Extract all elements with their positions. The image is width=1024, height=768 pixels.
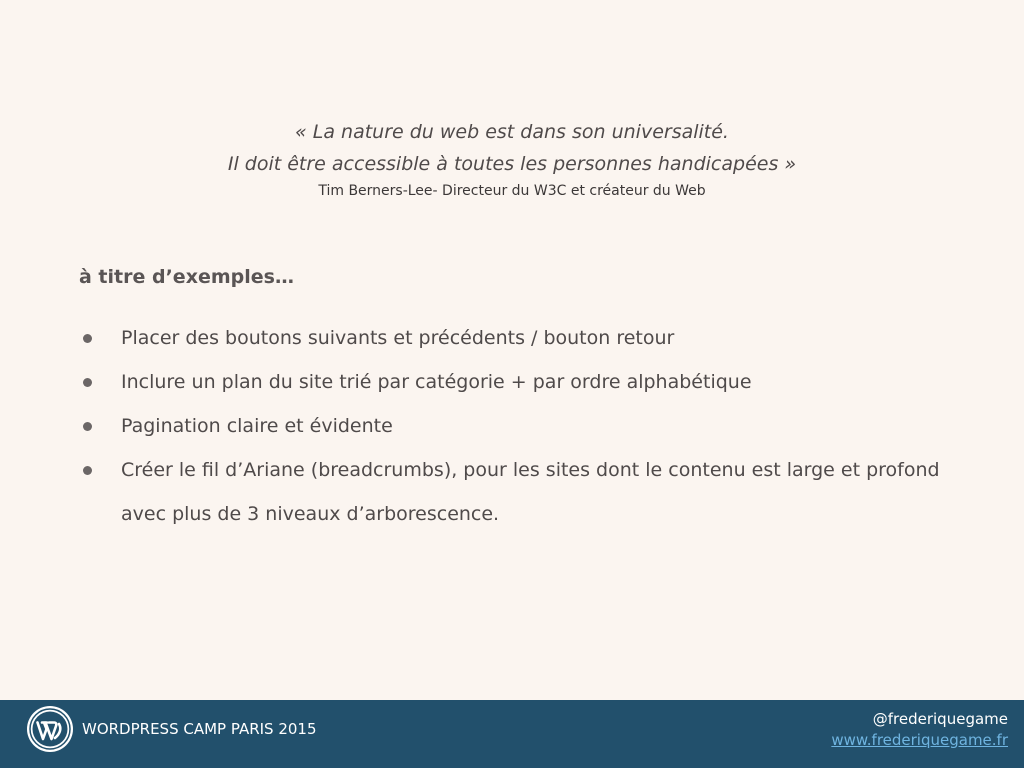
- list-item-text: Pagination claire et évidente: [121, 415, 393, 437]
- list-item: [83, 404, 983, 448]
- list-item: [83, 448, 983, 536]
- list-item-text: Créer le fil d’Ariane (breadcrumbs), pour les sites dont le contenu est large et profond avec plus de 3 niveaux d’arborescence.: [121, 459, 940, 525]
- bullet-list: [83, 316, 983, 536]
- quote-line-1: « La nature du web est dans son universalité.: [295, 121, 729, 143]
- wordpress-logo-icon: [26, 705, 74, 753]
- website-link[interactable]: www.frederiquegame.fr: [831, 731, 1008, 749]
- bullet-dot-icon: [83, 378, 92, 387]
- twitter-handle: @frederiquegame: [872, 710, 1008, 728]
- section-title: à titre d’exemples…: [79, 266, 294, 288]
- quote-block: [0, 116, 1024, 202]
- bullet-dot-icon: [83, 466, 92, 475]
- list-item: [83, 316, 983, 360]
- bullet-dot-icon: [83, 334, 92, 343]
- quote-line-2: Il doit être accessible à toutes les personnes handicapées »: [227, 153, 797, 175]
- list-item: [83, 360, 983, 404]
- event-name: WORDPRESS CAMP PARIS 2015: [82, 720, 317, 738]
- list-item-text: Placer des boutons suivants et précédents / bouton retour: [121, 327, 675, 349]
- quote-author: Tim Berners-Lee- Directeur du W3C et créateur du Web: [318, 183, 706, 199]
- footer-bar: [0, 700, 1024, 768]
- list-item-text: Inclure un plan du site trié par catégorie + par ordre alphabétique: [121, 371, 752, 393]
- bullet-dot-icon: [83, 422, 92, 431]
